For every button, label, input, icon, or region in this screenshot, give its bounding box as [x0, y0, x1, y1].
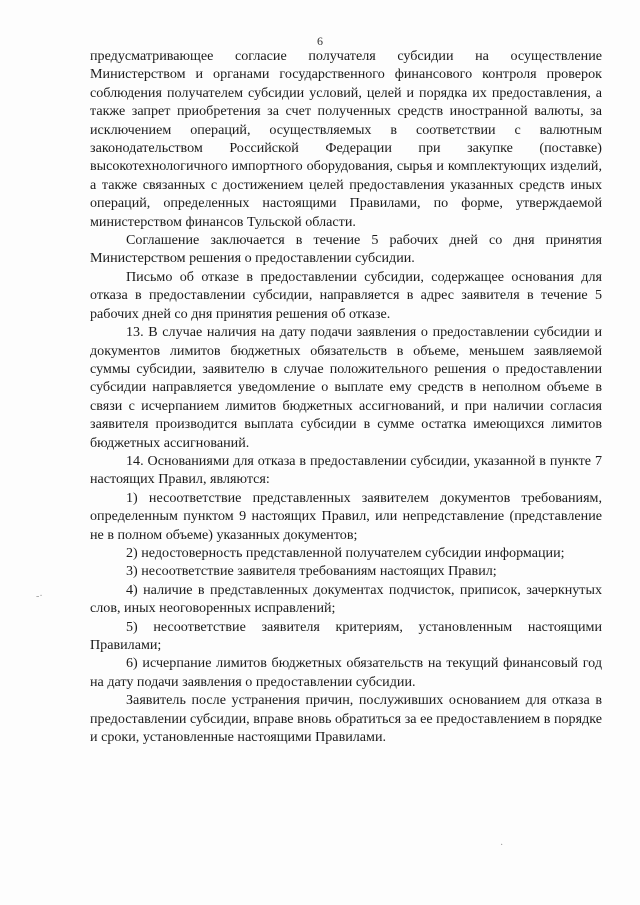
document-body	[90, 47, 602, 746]
list-item-5: 5) несоответствие заявителя критериям, установленным настоящими Правилами;	[90, 618, 602, 653]
paragraph-agreement-deadline: Соглашение заключается в течение 5 рабочих дней со дня принятия Министерством решения о предоставлении субсидии.	[90, 232, 602, 267]
paragraph-clause-14: 14. Основаниями для отказа в предоставлении субсидии, указанной в пункте 7 настоящих Правил, являются:	[90, 452, 602, 488]
paragraph-reapply: Заявитель после устранения причин, послуживших основанием для отказа в предоставлении субсидии, вправе вновь обратиться за ее предоставлением в порядке и сроки, установленные настоящими Правилами.	[90, 692, 602, 746]
list-item-1: 1) несоответствие представленных заявителем документов требованиям, определенным пунктом 9 настоящих Правил, или непредставление (представление не в полном объеме) указанных документов;	[90, 489, 602, 543]
paragraph-refusal-letter: Письмо об отказе в предоставлении субсидии, содержащее основания для отказа в предоставлении субсидии, направляется в адрес заявителя в течение 5 рабочих дней со дня принятия решения об отказе.	[90, 268, 602, 322]
list-item-4: 4) наличие в представленных документах подчисток, приписок, зачеркнутых слов, иных неоговоренных исправлений;	[90, 581, 602, 617]
scan-artifact-left: -·	[36, 591, 43, 602]
paragraph-agreement-terms: предусматривающее согласие получателя субсидии на осуществление Министерством и органами государственного финансового контроля проверок соблюдения получателем субсидии условий, целей и порядка их предоставления, а также запрет приобретения за счет полученных средств иностранной валюты, за исключением операций, осуществляемых в соответствии с валютным законодательством Российской Федерации при закупке (поставке) высокотехнологичного импортного оборудования, сырья и комплектующих изделий, а также связанных с достижением целей предоставления указанных средств иных операций, определенных настоящими Правилами, по форме, утверждаемой министерством финансов Тульской области.	[90, 48, 602, 230]
list-item-6: 6) исчерпание лимитов бюджетных обязательств на текущий финансовый год на дату подачи заявления о предоставлении субсидии.	[90, 655, 602, 690]
paragraph-clause-13: 13. В случае наличия на дату подачи заявления о предоставлении субсидии и документов лимитов бюджетных обязательств в объеме, меньшем заявляемой суммы субсидии, заявителю в случае положительного решения о предоставлении субсидии направляется уведомление о выплате ему средств в неполном объеме в связи с исчерпанием лимитов бюджетных ассигнований, и при наличии согласия заявителя производится выплата субсидии в сумме остатка имеющихся лимитов бюджетных ассигнований.	[90, 324, 602, 451]
list-item-3: 3) несоответствие заявителя требованиям настоящих Правил;	[126, 563, 497, 580]
scan-artifact-bottom: ·	[500, 840, 504, 851]
page-number: 6	[317, 34, 323, 48]
list-item-2: 2) недостоверность представленной получателем субсидии информации;	[126, 544, 565, 561]
